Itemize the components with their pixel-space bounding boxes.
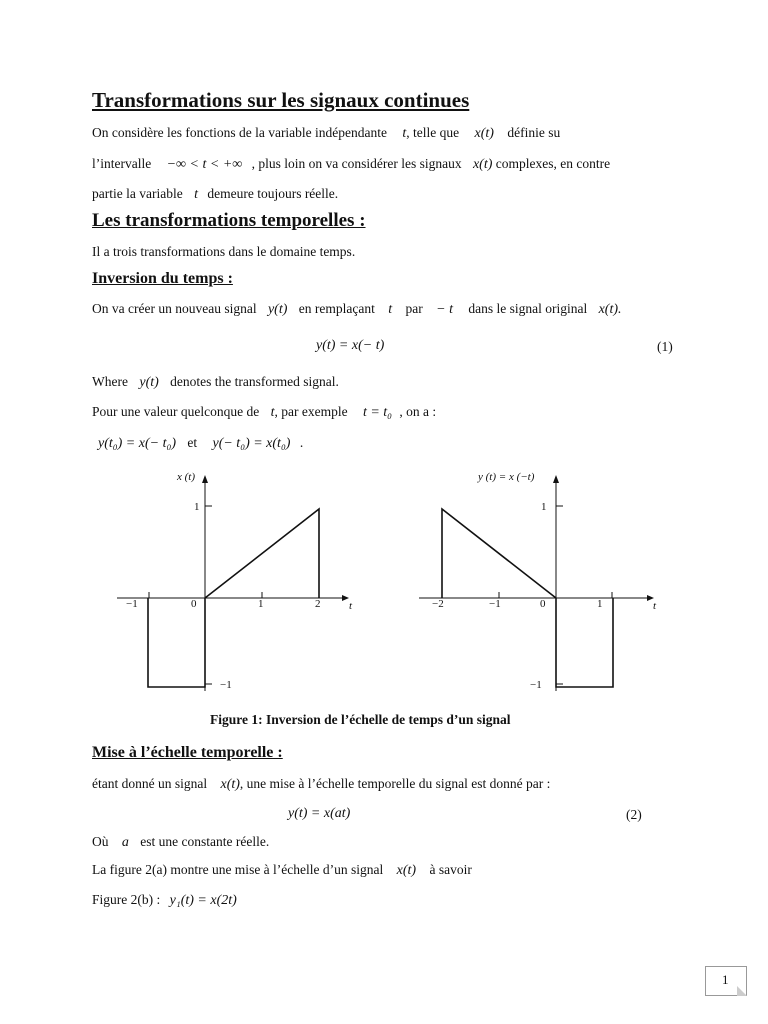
intro-text: , plus loin on va considérer les signaux xyxy=(251,156,462,171)
y-tick-label-1: 1 xyxy=(541,501,547,513)
x-tick-label: −1 xyxy=(489,598,501,610)
inversion-sentence xyxy=(92,301,622,318)
section-heading-temporal: Les transformations temporelles : xyxy=(92,210,366,231)
y-axis-label: y (t) = x (−t) xyxy=(478,471,535,483)
page-fold-corner xyxy=(737,986,747,996)
intro-text: définie su xyxy=(507,125,561,140)
math-yt: y(t) xyxy=(139,375,159,390)
figure-2b-line xyxy=(92,892,237,909)
body-text: Où xyxy=(92,834,109,849)
x-tick-label: 1 xyxy=(258,598,264,610)
intro-text: On considère les fonctions de la variable indépendante xyxy=(92,125,388,140)
math-t: t xyxy=(402,126,407,141)
math-t: t xyxy=(388,302,393,317)
section-text: Il a trois transformations dans le domaine temps. xyxy=(92,244,356,259)
figure-1-caption: Figure 1: Inversion de l’échelle de temps d’un signal xyxy=(210,712,511,727)
body-text: La figure 2(a) montre une mise à l’échelle d’un signal xyxy=(92,862,384,877)
page-number: 1 xyxy=(722,972,729,987)
relations-line xyxy=(98,435,303,452)
math-t: t xyxy=(270,405,275,420)
math-xt: x(t) xyxy=(396,863,417,878)
y-axis-label: x (t) xyxy=(177,471,196,483)
x-tick-label: −2 xyxy=(432,598,444,610)
figure-2a-sentence xyxy=(92,862,472,879)
math-range: −∞ < t < +∞ xyxy=(166,157,243,172)
x-axis-arrow xyxy=(342,595,349,601)
body-text: On va créer un nouveau signal xyxy=(92,301,257,316)
intro-text: demeure toujours réelle. xyxy=(207,186,339,201)
figure-1 xyxy=(0,455,768,705)
subsection-heading-scaling: Mise à l’échelle temporelle : xyxy=(92,744,283,761)
y-tick-label-1: 1 xyxy=(194,501,200,513)
intro-text: l’intervalle xyxy=(92,156,152,171)
math-relation-2: y(− t₀) = x(t₀) xyxy=(212,436,291,451)
page-number-box xyxy=(705,966,747,996)
body-text: par xyxy=(405,301,423,316)
where-sentence xyxy=(92,374,339,391)
x-axis-label: t xyxy=(349,600,353,612)
math-t: t xyxy=(194,187,198,202)
x-axis-label: t xyxy=(653,600,657,612)
plot-x-of-t xyxy=(117,471,353,691)
intro-line-2 xyxy=(92,156,610,173)
body-text: en remplaçant xyxy=(298,301,375,316)
plot-y-of-t xyxy=(419,471,657,691)
equation-2: y(t) = x(at) xyxy=(288,806,351,821)
x-tick-label: 0 xyxy=(191,598,197,610)
intro-line-1 xyxy=(92,125,560,142)
x-tick-label: 2 xyxy=(315,598,321,610)
body-text: , par exemple xyxy=(274,404,348,419)
body-text: et xyxy=(187,435,198,450)
equation-1: y(t) = x(− t) xyxy=(316,338,385,353)
ou-sentence xyxy=(92,834,269,851)
page-title: Transformations sur les signaux continues xyxy=(92,88,470,112)
y-axis-arrow xyxy=(202,475,208,483)
math-xt: x(t) xyxy=(220,777,240,792)
equation-number-2: (2) xyxy=(626,807,642,822)
y-tick-label-minus-1: −1 xyxy=(530,679,542,691)
math-xt: x(t). xyxy=(598,302,622,317)
intro-text: complexes, en contre xyxy=(495,156,611,171)
body-text: , on a : xyxy=(399,404,437,419)
x-tick-label: −1 xyxy=(126,598,138,610)
x-tick-label: 1 xyxy=(597,598,603,610)
subsection-heading-inversion: Inversion du temps : xyxy=(92,270,233,287)
intro-text: , telle que xyxy=(406,125,460,140)
math-relation-1: y(t₀) = x(− t₀) xyxy=(98,436,176,451)
body-text: Pour une valeur quelconque de xyxy=(92,404,260,419)
intro-line-3 xyxy=(92,186,338,203)
math-a: a xyxy=(121,835,129,850)
body-text: étant donné un signal xyxy=(92,776,208,791)
body-text: dans le signal original xyxy=(468,301,588,316)
body-text: Figure 2(b) : xyxy=(92,892,161,907)
y-tick-label-minus-1: −1 xyxy=(220,679,232,691)
math-minus-t: − t xyxy=(436,302,453,317)
math-t-eq-t0: t = t₀ xyxy=(362,405,393,420)
math-y1-eq: y₁(t) = x(2t) xyxy=(169,893,237,908)
equation-number-1: (1) xyxy=(657,339,673,354)
body-text: Where xyxy=(92,374,128,389)
math-xt: x(t) xyxy=(472,157,493,172)
math-yt: y(t) xyxy=(267,302,288,317)
body-text: à savoir xyxy=(429,862,472,877)
body-text: est une constante réelle. xyxy=(140,834,270,849)
scaling-sentence xyxy=(92,776,550,793)
x-tick-label: 0 xyxy=(540,598,546,610)
intro-text: partie la variable xyxy=(92,186,183,201)
math-xt: x(t) xyxy=(474,126,494,141)
y-axis-arrow xyxy=(553,475,559,483)
pour-sentence xyxy=(92,404,436,421)
body-text: denotes the transformed signal. xyxy=(170,374,339,389)
body-text: . xyxy=(299,435,304,450)
body-text: , une mise à l’échelle temporelle du signal est donné par : xyxy=(239,776,551,791)
